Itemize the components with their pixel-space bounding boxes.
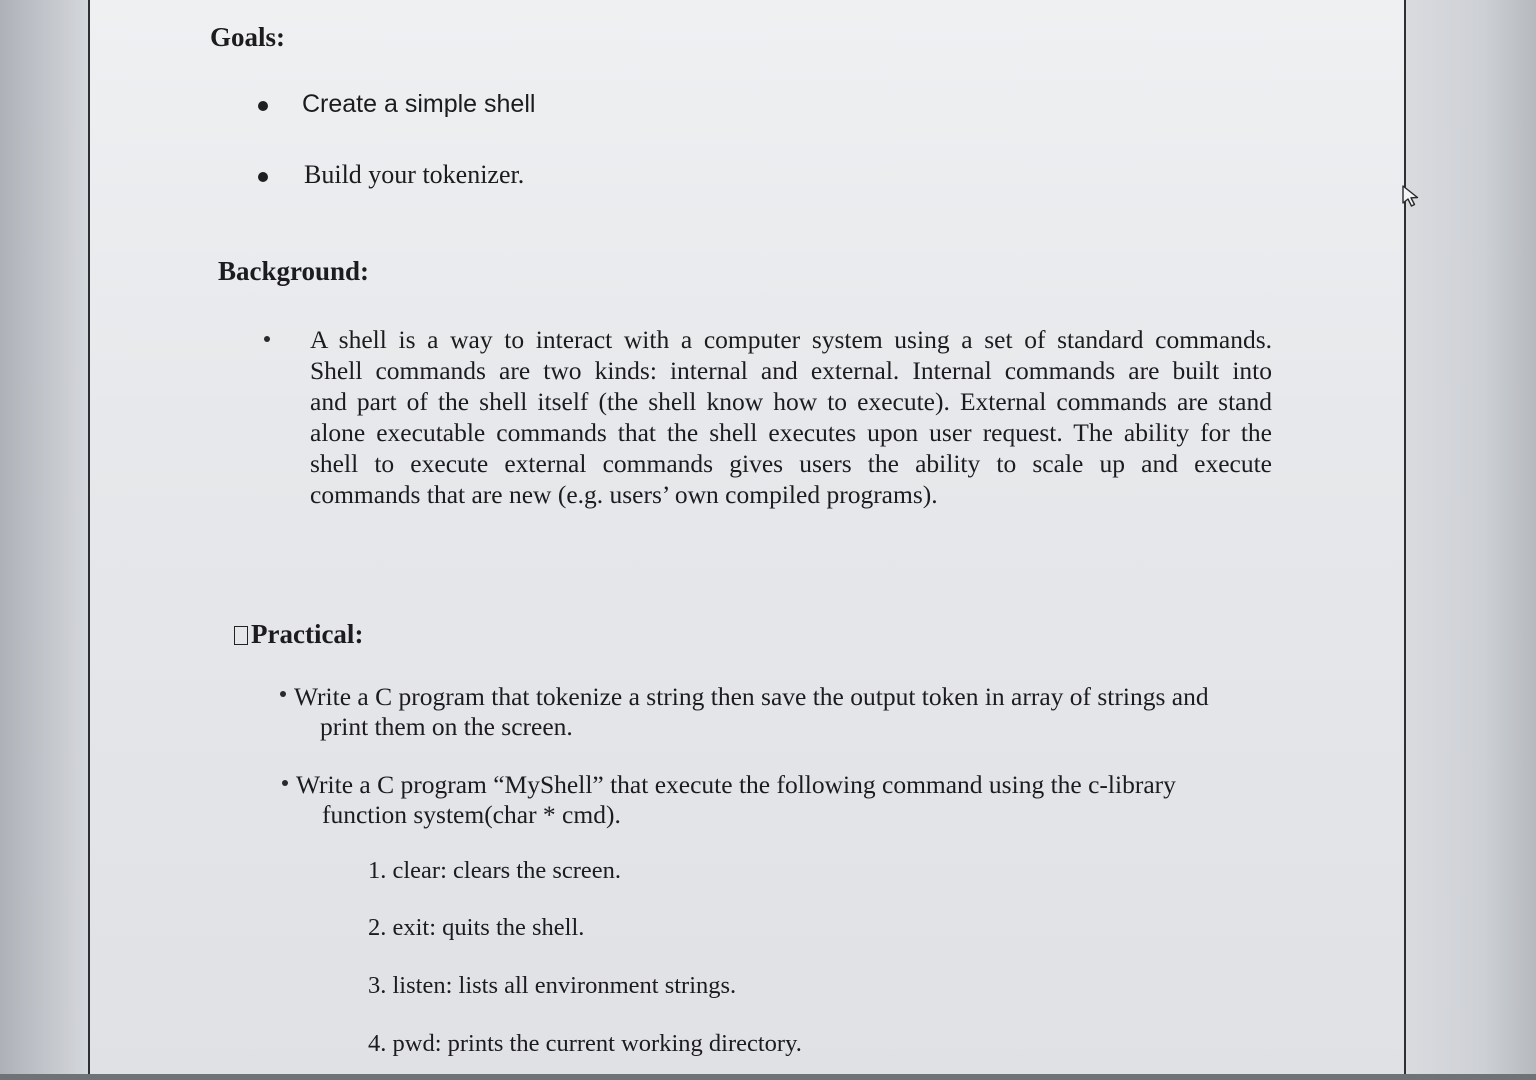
bullet-dot bbox=[258, 172, 268, 182]
command-item-pwd: 4. pwd: prints the current working directory. bbox=[368, 1030, 802, 1057]
checkbox-icon bbox=[234, 626, 248, 645]
goals-heading: Goals: bbox=[210, 22, 286, 52]
practical-item-line: function system(char * cmd). bbox=[322, 800, 621, 829]
background-line: and part of the shell itself (the shell know how to execute). External commands are stand bbox=[310, 387, 1272, 416]
command-item-exit: 2. exit: quits the shell. bbox=[368, 914, 585, 941]
background-paragraph bbox=[310, 324, 1272, 510]
practical-heading-text: Practical: bbox=[251, 619, 364, 649]
background-line: A shell is a way to interact with a computer system using a set of standard commands. bbox=[310, 325, 1272, 354]
background-line: commands that are new (e.g. users’ own compiled programs). bbox=[310, 480, 938, 509]
bullet-dot bbox=[282, 780, 288, 786]
document-page bbox=[88, 0, 1406, 1080]
practical-item-line: Write a C program “MyShell” that execute the following command using the c-library bbox=[296, 770, 1176, 799]
practical-item-line: print them on the screen. bbox=[320, 712, 573, 741]
bullet-dot bbox=[280, 691, 286, 697]
mouse-pointer-icon bbox=[1400, 184, 1424, 208]
screen-left-margin bbox=[0, 0, 90, 1080]
command-item-listen: 3. listen: lists all environment strings. bbox=[368, 972, 737, 999]
practical-item-2 bbox=[296, 770, 1176, 830]
goals-item-2: Build your tokenizer. bbox=[304, 160, 525, 189]
practical-item-line: Write a C program that tokenize a string then save the output token in array of strings and bbox=[294, 682, 1209, 711]
background-line: shell to execute external commands gives users the ability to scale up and execute bbox=[310, 449, 1272, 478]
practical-item-1 bbox=[294, 682, 1209, 742]
bullet-dot bbox=[264, 336, 270, 342]
background-line: alone executable commands that the shell executes upon user request. The ability for the bbox=[310, 418, 1272, 447]
bullet-dot bbox=[258, 101, 268, 111]
command-item-clear: 1. clear: clears the screen. bbox=[368, 857, 622, 884]
goals-item-1: Create a simple shell bbox=[302, 90, 536, 118]
screen-bottom-edge bbox=[0, 1074, 1536, 1080]
background-heading: Background: bbox=[218, 256, 370, 286]
screen-right-margin bbox=[1406, 0, 1536, 1080]
background-line: Shell commands are two kinds: internal and external. Internal commands are built into bbox=[310, 356, 1272, 385]
practical-heading bbox=[234, 619, 363, 650]
